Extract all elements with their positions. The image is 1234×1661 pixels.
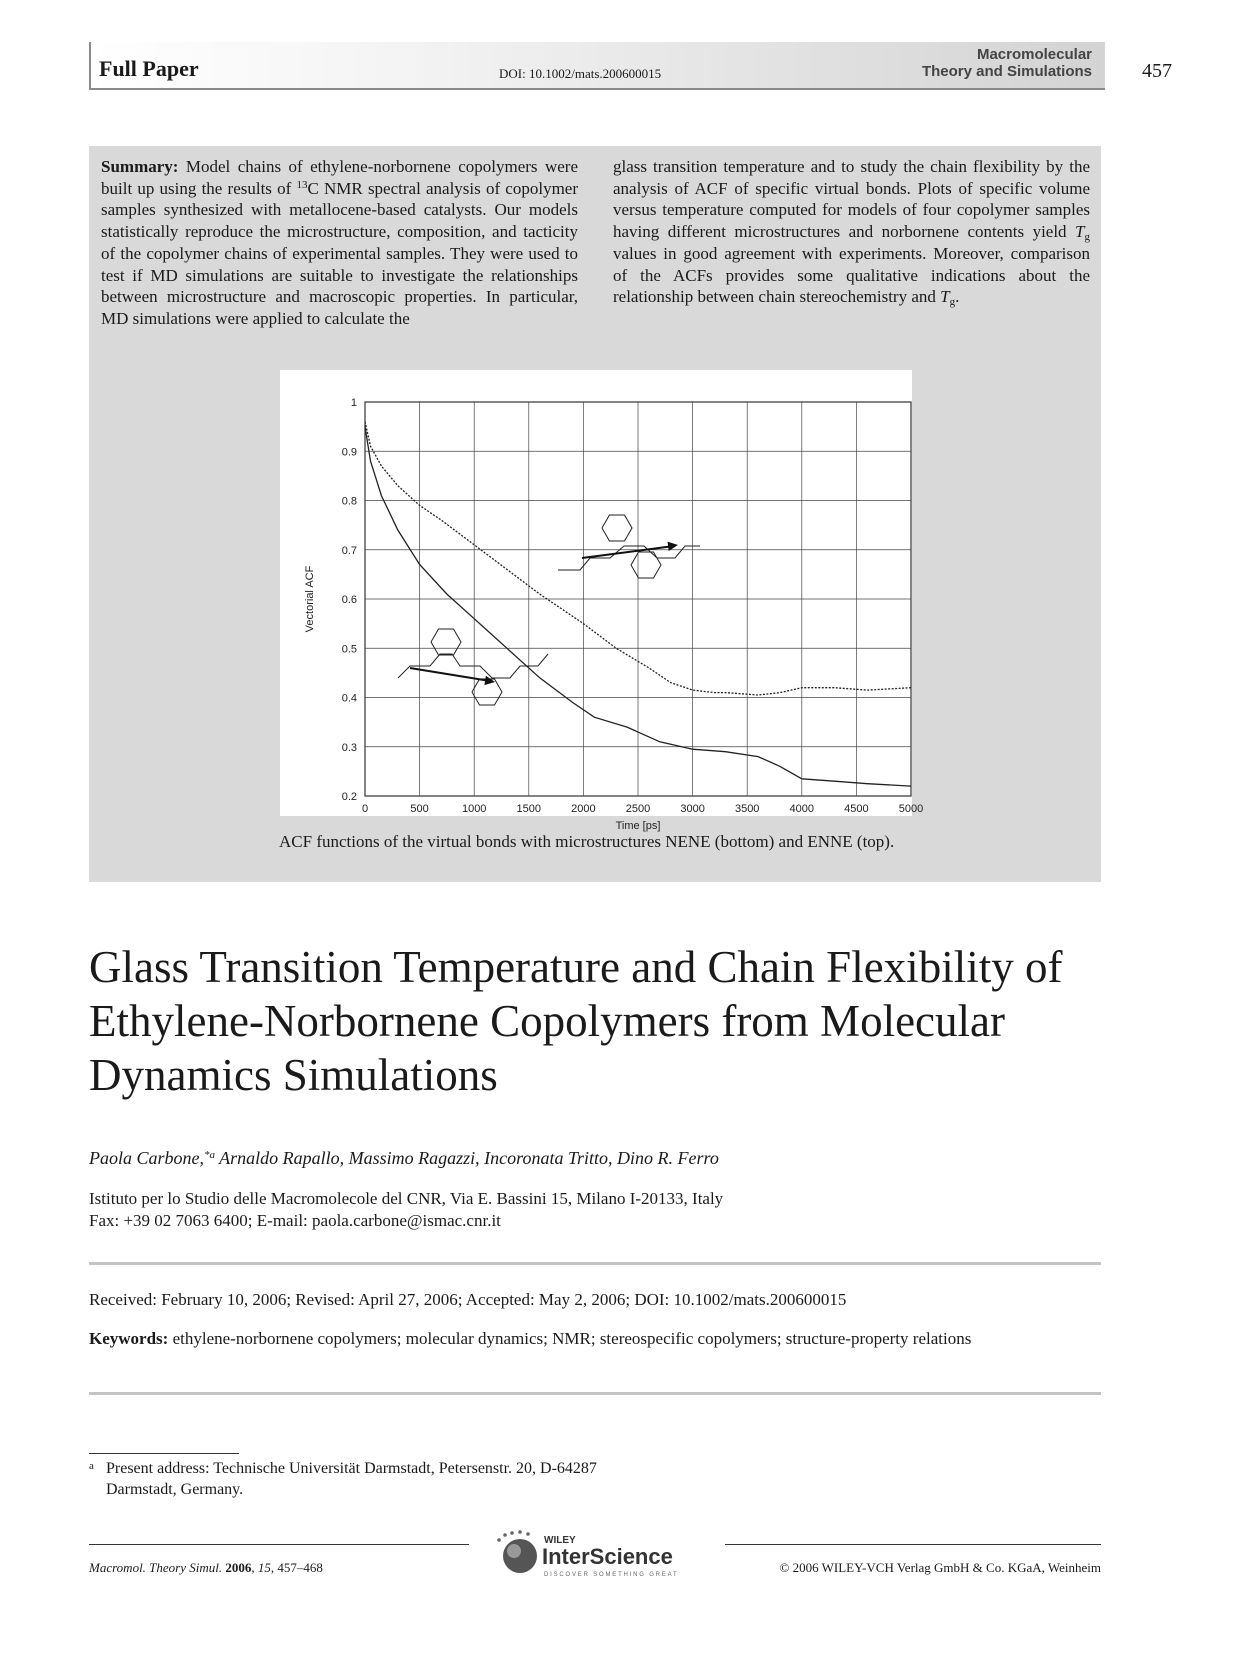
tg-subscript-1: g [1084,231,1090,244]
footnote [89,1458,609,1500]
y-tick-label: 0.2 [341,791,357,803]
y-tick-label: 0.7 [341,544,357,557]
logo-tagline: DISCOVER SOMETHING GREAT [544,1572,679,1578]
affiliation-contact: Fax: +39 02 7063 6400; E-mail: paola.carbone@ismac.cnr.it [89,1211,501,1230]
affiliation-address: Istituto per lo Studio delle Macromolecole del CNR, Via E. Bassini 15, Milano I-20133, Italy [89,1189,724,1208]
author-first: Paola Carbone, [89,1148,204,1168]
x-tick-label: 2500 [625,803,651,815]
summary-text-3: glass transition temperature and to study the chain flexibility by the analysis of ACF of specific virtual bonds. Plots of specific volume versus temperature computed for models of four copolymer samples having different microstructures and norbornene contents yield [613,157,1090,242]
footer-pages: , 457–468 [270,1560,323,1575]
y-tick-label: 0.3 [341,741,357,754]
interscience-logo [490,1528,704,1580]
footer-journal: Macromol. Theory Simul. [89,1560,223,1575]
isotope-superscript: 13 [296,178,308,191]
logo-globe-icon [503,1539,537,1573]
tg-symbol-2: T [940,287,950,307]
author-rest: Arnaldo Rapallo, Massimo Ragazzi, Incoronata Tritto, Dino R. Ferro [215,1148,719,1168]
x-tick-label: 500 [410,803,429,815]
tg-symbol-1: T [1075,222,1085,242]
y-tick-label: 0.9 [341,446,357,459]
figure-caption: ACF functions of the virtual bonds with microstructures NENE (bottom) and ENNE (top). [279,832,895,851]
y-tick-label: 0.5 [341,643,357,656]
logo-interscience-text: InterScience [542,1544,673,1569]
footer-rule-right [725,1544,1101,1545]
tg-subscript-2: g [949,296,956,309]
keywords-label: Keywords: [89,1329,169,1348]
header-doi: DOI: 10.1002/mats.200600015 [499,66,662,81]
footer-citation: Macromol. Theory Simul. 2006, 15, 457–468 [89,1560,323,1575]
author-marks: *a [204,1149,215,1161]
figure [280,370,924,832]
received-dates: Received: February 10, 2006; Revised: April 27, 2006; Accepted: May 2, 2006; DOI: 10.1002/mats.200600015 [89,1290,847,1309]
divider-bottom [89,1392,1101,1395]
summary-text-4: values in good agreement with experiments. Moreover, comparison of the ACFs provides some qualitative indications about the relationship between chain stereochemistry and [613,243,1090,307]
x-tick-label: 1000 [461,803,487,815]
page-number: 457 [1142,60,1172,82]
x-axis-label: Time [ps] [615,820,661,832]
footer-volume: 15 [257,1560,271,1575]
divider-top [89,1262,1101,1265]
affiliation [89,1188,723,1232]
article-title: Glass Transition Temperature and Chain Flexibility of Ethylene-Norbornene Copolymers from Molecular Dynamics Simulations [89,942,1063,1100]
y-tick-label: 0.6 [341,594,357,606]
x-tick-label: 4500 [844,803,869,815]
y-tick-label: 1 [350,397,357,409]
keywords [89,1327,1101,1350]
y-tick-label: 0.4 [341,692,357,705]
summary-label: Summary: [101,157,179,176]
summary-end: . [955,287,960,307]
summary-left-column [101,156,578,330]
x-tick-label: 2000 [571,803,596,815]
x-tick-label: 1500 [516,803,542,815]
y-tick-label: 0.8 [341,495,357,508]
summary-text-2: C NMR spectral analysis of copolymer samples synthesized with metallocene-based catalysts. Our models statistically reproduce the microstructure, composition, and tacticity of the copolymer chains of experimental samples. They were used to test if MD simulations are suitable to investigate the relationships between microstructure and macroscopic properties. In particular, MD simulations were applied to calculate the [101,178,579,328]
summary-right-column [613,156,1090,308]
footnote-mark: a [89,1460,94,1472]
section-label: Full Paper [99,56,199,81]
footer-copyright: © 2006 WILEY-VCH Verlag GmbH & Co. KGaA, Weinheim [779,1560,1101,1575]
footnote-text: Present address: Technische Universität Darmstadt, Petersenstr. 20, D-64287 Darmstadt, Germany. [106,1460,597,1498]
keywords-text: ethylene-norbornene copolymers; molecular dynamics; NMR; stereospecific copolymers; structure-property relations [168,1329,972,1348]
acf-chart [280,370,924,832]
journal-name-line1: Macromolecular [976,46,1092,63]
x-tick-label: 0 [361,803,369,815]
footer-rule-left [89,1544,469,1545]
authors [89,1148,719,1169]
y-axis-label: Vectorial ACF [304,565,316,633]
logo-wiley-text: WILEY [544,1535,576,1546]
summary-text-1: Model chains of ethylene-norbornene copolymers were built up using the results of [101,157,578,198]
x-tick-label: 4000 [789,803,815,815]
footnote-rule [89,1453,239,1454]
journal-name-line2: Theory and Simulations [921,63,1092,80]
x-tick-label: 3000 [680,803,705,815]
x-tick-label: 3500 [734,803,760,815]
footer-year: 2006 [225,1560,252,1575]
x-tick-label: 5000 [898,803,924,815]
journal-name [850,46,1092,80]
